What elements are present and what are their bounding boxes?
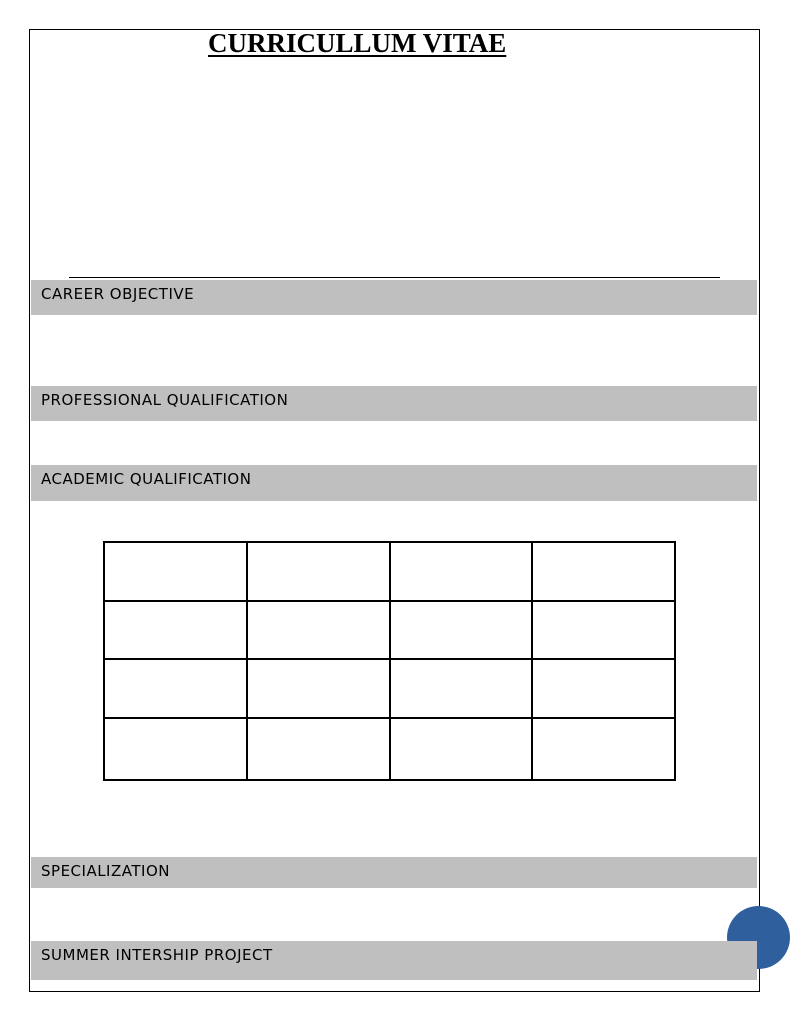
section-label-career-objective: CAREER OBJECTIVE — [41, 285, 195, 303]
section-summer-internship-project — [31, 941, 757, 980]
table-cell — [390, 542, 533, 601]
table-cell — [532, 659, 675, 718]
table-cell — [532, 601, 675, 660]
table-row — [104, 601, 675, 660]
table-cell — [104, 659, 247, 718]
table-row — [104, 659, 675, 718]
table-cell — [104, 718, 247, 780]
table-cell — [247, 601, 390, 660]
section-academic-qualification — [31, 465, 757, 501]
section-label-professional-qualification: PROFESSIONAL QUALIFICATION — [41, 391, 289, 409]
table-cell — [104, 601, 247, 660]
table-cell — [104, 542, 247, 601]
table-cell — [390, 601, 533, 660]
document-title: CURRICULLUM VITAE — [208, 28, 507, 58]
header-rule — [69, 277, 720, 278]
table-cell — [390, 659, 533, 718]
table-row — [104, 718, 675, 780]
table-row — [104, 542, 675, 601]
table-cell — [390, 718, 533, 780]
table-cell — [247, 542, 390, 601]
page-frame — [29, 29, 760, 992]
section-label-academic-qualification: ACADEMIC QUALIFICATION — [41, 470, 252, 488]
section-label-summer-internship-project: SUMMER INTERSHIP PROJECT — [41, 946, 273, 964]
table-cell — [532, 542, 675, 601]
academic-qualification-table — [103, 541, 676, 781]
section-career-objective — [31, 280, 757, 315]
table-cell — [532, 718, 675, 780]
section-specialization — [31, 857, 757, 888]
section-label-specialization: SPECIALIZATION — [41, 862, 170, 880]
section-professional-qualification — [31, 386, 757, 421]
table-cell — [247, 718, 390, 780]
table-cell — [247, 659, 390, 718]
